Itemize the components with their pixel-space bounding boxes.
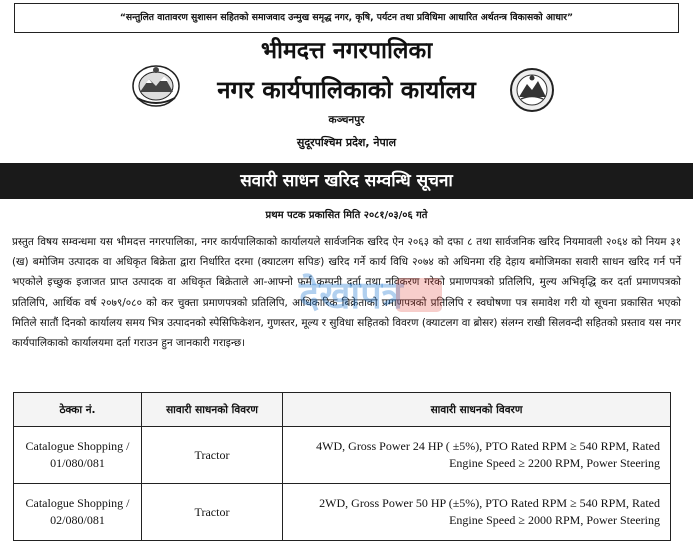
contract-number-cell: Catalogue Shopping / 01/080/081 (14, 427, 142, 484)
contract-number-cell: Catalogue Shopping / 02/080/081 (14, 484, 142, 541)
province-name: सुदूरपश्चिम प्रदेश, नेपाल (296, 136, 397, 149)
specification-line: 2WD, Gross Power 50 HP (±5%), PTO Rated RPM ≥ 540 RPM, Rated (319, 496, 660, 510)
watermark-logo (226, 268, 476, 322)
table-row (14, 427, 671, 484)
municipality-slogan: “सन्तुलित वातावरण सुशासन सहितको समाजवाद उन्मुख समृद्ध नगर, कृषि, पर्यटन तथा प्रविधिमा आधारित अर्थतन्त्र विकासको आधार” (14, 3, 679, 33)
municipality-logo-icon (509, 68, 555, 112)
vehicle-cell: Tractor (142, 427, 283, 484)
column-header-contract-no: ठेक्का नं. (14, 393, 142, 427)
vehicle-procurement-table (13, 392, 671, 541)
publication-date: प्रथम पटक प्रकासित मिति २०८१/०३/०६ गते (265, 210, 428, 221)
watermark-text: देखापत्र (299, 273, 403, 317)
specification-line: Engine Speed ≥ 2000 RPM, Power Steering (449, 513, 660, 527)
notice-title-banner: सवारी साधन खरिद सम्वन्धि सूचना (0, 163, 693, 199)
table-row (14, 484, 671, 541)
specification-cell (283, 427, 671, 484)
column-header-vehicle: सावारी साधनको विवरण (142, 393, 283, 427)
municipality-name: भीमदत्त नगरपालिका (260, 38, 433, 64)
specification-cell (283, 484, 671, 541)
notice-body: प्रस्तुत विषय सम्वन्धमा यस भीमदत्त नगरपालिका, नगर कार्यपालिकाको कार्यालयले सार्वजनिक खरिद ऐन २०६३ को दफा ८ तथा सार्वजनिक खरिद नियमावली २०६४ को नियम ३१ (ख) बमोजिम उत्पादक वा अधिकृत बिक्रेता द्वारा निर्धारित दरमा (क्याटलग सपिङ) खरिद गर्ने कार्य विधि २०७४ को अधिनमा रहि देहाय बमोजिमका सवारी साधन खरिद गर्न पर्ने भएकोले इच्छुक इजाजत प्राप्त उत्पादक वा अधिकृत बिक्रेताले आ-आफ्नो फर्म कम्पनी दर्ता तथा नविकरण गरेको प्रमाणपत्रको प्रतिलिपि, मुल्य अभिवृद्धि कर दर्ता प्रमाणपत्रको प्रतिलिपि, आर्थिक वर्ष २०७९/०८० को कर चुक्ता प्रमाणपत्रको प्रतिलिपि, आधिकारिक बिक्रेताको प्रमाणपत्रको प्रतिलिपि र स्वघोषणा पत्र समावेश गरी यो सूचना प्रकासित भएको मितिले सातौं दिनको कार्यालय समय भित्र उत्पादनको स्पेसिफिकेशन, गुणस्तर, मूल्य र सुविधा सहितको विवरण (क्याटलग वा ब्रोसर) संलग्न राखी सिलवन्दी सहितको प्रस्ताव यस नगर कार्यपालिकाको कार्यालयमा दर्ता गराउन हुन जानकारी गराइन्छ। (12, 236, 681, 350)
column-header-specification: सावारी साधनको विवरण (283, 393, 671, 427)
office-name: नगर कार्यपालिकाको कार्यालय (217, 76, 476, 104)
specification-line: Engine Speed ≥ 2200 RPM, Power Steering (449, 456, 660, 470)
specification-line: 4WD, Gross Power 24 HP ( ±5%), PTO Rated RPM ≥ 540 RPM, Rated (316, 439, 660, 453)
vehicle-cell: Tractor (142, 484, 283, 541)
table-header-row (14, 393, 671, 427)
district-name: कञ्चनपुर (328, 114, 365, 126)
